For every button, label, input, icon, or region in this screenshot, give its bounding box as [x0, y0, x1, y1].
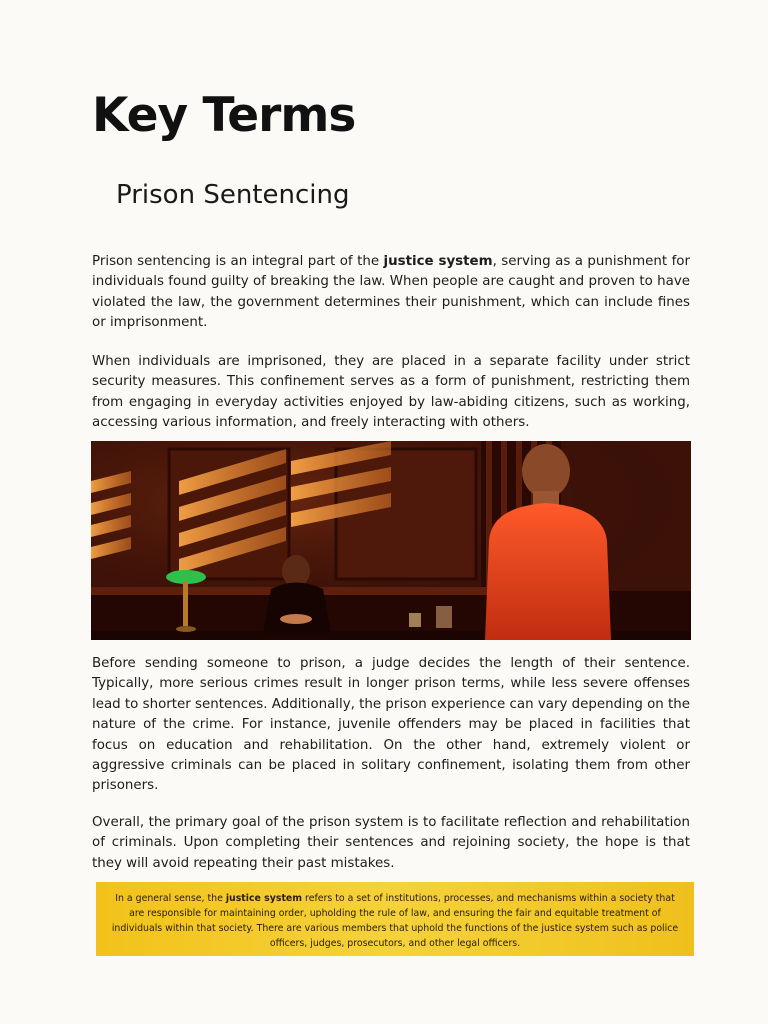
paragraph-imprisonment: When individuals are imprisoned, they are placed in a separate facility under strict security measures. This confinement serves as a form of punishment, restricting them from engaging in everyday activities enjoyed by law-abiding citizens, such as working, accessing various information, and freely interacting with others. — [92, 354, 690, 431]
paragraph-intro-text-end: , serving as a punishment for individuals found guilty of breaking the law. When people are caught and proven to have violated the law, the government determines their punishment, which can include fines or imprisonment. — [92, 254, 690, 331]
paragraph-goal: Overall, the primary goal of the prison system is to facilitate reflection and rehabilitation of criminals. Upon completing their sentences and rejoining society, the hope is that they will avoid repeating their past mistakes. — [92, 815, 690, 871]
callout-text-start: In a general sense, the — [115, 893, 226, 904]
callout-justice-system-term: justice system — [225, 893, 303, 904]
callout-text-end: refers to a set of institutions, processes, and mechanisms within a society that are responsible for maintaining order, upholding the rule of law, and ensuring the fair and equitable treatment of individuals within that society. There are various members that uphold the functions of the justice system such as police officers, judges, prosecutors, and other legal officers. — [111, 893, 679, 949]
section-subtitle: Prison Sentencing — [116, 180, 350, 210]
paragraph-intro — [92, 252, 690, 334]
courtroom-illustration — [91, 441, 691, 640]
definition-callout — [96, 882, 694, 956]
justice-system-term: justice system — [383, 254, 493, 269]
page-title: Key Terms — [92, 88, 356, 143]
paragraph-intro-text-start: Prison sentencing is an integral part of the — [92, 254, 384, 269]
courtroom-image — [91, 441, 691, 640]
paragraph-sentencing: Before sending someone to prison, a judge decides the length of their sentence. Typically, more serious crimes result in longer prison terms, while less severe offenses lead to shorter sentences. Additionally, the prison experience can vary depending on the nature of the crime. For instance, juvenile offenders may be placed in facilities that focus on education and rehabilitation. On the other hand, extremely violent or aggressive criminals can be placed in solitary confinement, isolating them from other prisoners. — [92, 656, 690, 794]
